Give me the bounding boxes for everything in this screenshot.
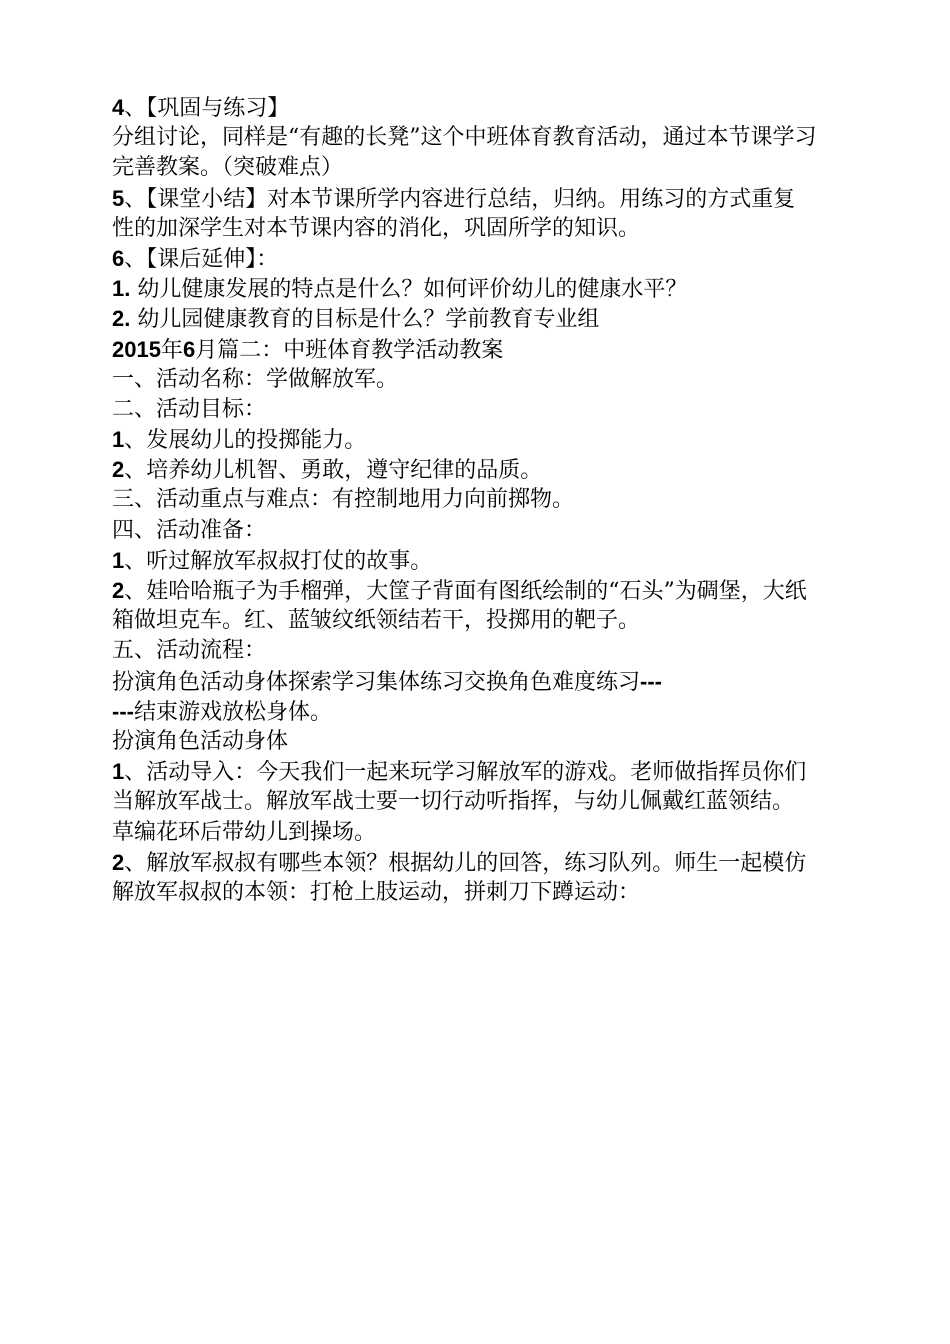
line-number: 6: [112, 245, 125, 271]
line-text: 扮演角色活动身体探索学习集体练习交换角色难度练习: [112, 669, 641, 695]
line-number: 2: [112, 849, 125, 875]
line-text: 四、活动准备：: [112, 517, 267, 543]
line-text: 幼儿健康发展的特点是什么？如何评价幼儿的健康水平？: [130, 277, 688, 303]
line-text: 解放军叔叔的本领：打枪上肢运动，拼刺刀下蹲运动：: [112, 879, 641, 905]
text-line: [112, 214, 872, 244]
text-line: [112, 274, 872, 304]
text-line: [112, 757, 872, 787]
line-text: 幼儿园健康教育的目标是什么？学前教育专业组: [130, 307, 600, 333]
line-text: 、【课后延伸】：: [124, 246, 279, 272]
line-number: 1: [112, 427, 125, 453]
text-line: [112, 848, 872, 878]
line-text: 、活动导入：今天我们一起来玩学习解放军的游戏。老师做指挥员你们: [124, 760, 807, 786]
line-text: 分组讨论，同样是“有趣的长凳”这个中班体育教育活动，通过本节课学习: [112, 125, 817, 151]
line-number: 1: [112, 547, 125, 573]
text-line: [112, 123, 872, 153]
line-number: 4: [112, 95, 125, 120]
text-line: [112, 878, 872, 908]
text-line: [112, 818, 872, 848]
line-text: 、【巩固与练习】: [124, 96, 290, 121]
line-text: 三、活动重点与难点：有控制地用力向前掷物。: [112, 487, 575, 513]
text-line: [112, 697, 872, 727]
text-line: [112, 455, 872, 485]
text-line: [112, 546, 872, 576]
line-text: 、【课堂小结】对本节课所学内容进行总结，归纳。用练习的方式重复: [124, 186, 796, 212]
line-number: ---: [640, 668, 662, 694]
document-page: [112, 93, 872, 908]
line-number: 6: [182, 336, 196, 362]
line-text: 、发展幼儿的投掷能力。: [124, 428, 367, 454]
line-text: 性的加深学生对本节课内容的消化，巩固所学的知识。: [112, 215, 641, 241]
line-text: 二、活动目标：: [112, 396, 267, 422]
line-number: ---: [112, 698, 134, 724]
text-line: [112, 485, 872, 515]
line-text: 草编花环后带幼儿到操场。: [112, 819, 377, 845]
line-text: 当解放军战士。解放军战士要一切行动听指挥，与幼儿佩戴红蓝领结。: [112, 789, 795, 815]
line-text: 、听过解放军叔叔打仗的故事。: [124, 548, 433, 574]
line-text: 扮演角色活动身体: [112, 728, 289, 754]
text-line: [112, 667, 872, 697]
text-line: [112, 304, 872, 334]
line-text: 、娃哈哈瓶子为手榴弹，大筐子背面有图纸绘制的“石头”为碉堡，大纸: [124, 579, 807, 604]
text-line: [112, 184, 872, 214]
line-text: 、培养幼儿机智、勇敢，遵守纪律的品质。: [124, 458, 543, 484]
text-line: [112, 636, 872, 666]
text-line: [112, 335, 872, 365]
text-line: [112, 395, 872, 425]
line-number: 2.: [112, 306, 131, 332]
text-line: [112, 244, 872, 274]
text-line: [112, 93, 872, 123]
text-line: [112, 606, 872, 636]
text-line: [112, 365, 872, 395]
line-number: 1: [112, 759, 125, 785]
line-text: 月篇二：中班体育教学活动教案: [195, 337, 504, 363]
text-line: [112, 425, 872, 455]
text-line: [112, 727, 872, 757]
line-text: 一、活动名称：学做解放军。: [112, 366, 399, 392]
line-number: 2: [112, 578, 125, 603]
line-number: 1.: [112, 276, 131, 302]
line-number: 2: [112, 457, 125, 483]
text-line: [112, 516, 872, 546]
line-text: 五、活动流程：: [112, 638, 267, 664]
line-number: 2015: [112, 336, 161, 362]
text-line: [112, 787, 872, 817]
text-line: [112, 153, 872, 183]
line-text: 结束游戏放松身体。: [133, 699, 332, 725]
line-text: 箱做坦克车。红、蓝皱纹纸领结若干，投掷用的靶子。: [112, 608, 641, 634]
text-line: [112, 576, 872, 606]
line-text: 年: [160, 337, 183, 363]
line-text: 、解放军叔叔有哪些本领？根据幼儿的回答，练习队列。师生一起模仿: [124, 850, 807, 876]
line-number: 5: [112, 185, 125, 211]
line-text: 完善教案。（突破难点）: [112, 155, 344, 181]
